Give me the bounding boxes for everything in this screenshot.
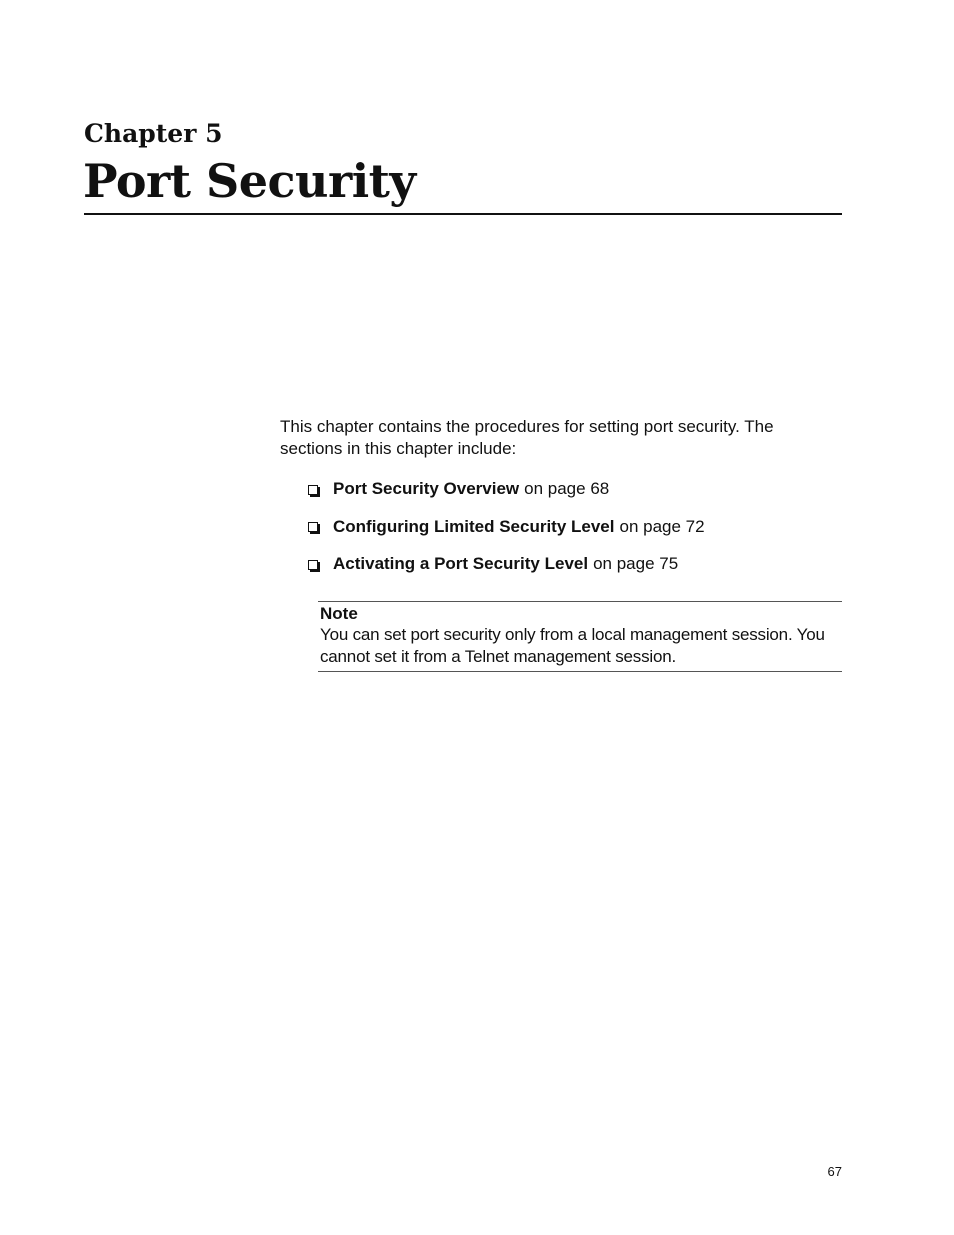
chapter-label: Chapter 5 — [84, 119, 223, 148]
section-link[interactable]: Configuring Limited Security Level — [333, 516, 615, 536]
list-item — [308, 553, 705, 575]
page-reference: on page 68 — [524, 479, 610, 498]
checkbox-bullet-icon — [308, 522, 318, 532]
page-title: Port Security — [83, 154, 416, 208]
page-reference: on page 75 — [593, 554, 679, 573]
checkbox-bullet-icon — [308, 560, 318, 570]
list-item — [308, 516, 705, 538]
note-heading: Note — [320, 604, 358, 623]
note-body: You can set port security only from a local management session. You cannot set it from a Telnet management session. — [320, 625, 825, 666]
section-link[interactable]: Activating a Port Security Level — [333, 554, 589, 573]
intro-paragraph: This chapter contains the procedures for setting port security. The sections in this chapter include: — [280, 417, 774, 458]
note-box — [318, 601, 842, 672]
page-reference: on page 72 — [619, 516, 705, 536]
title-rule — [84, 213, 842, 215]
page-number: 67 — [827, 1164, 842, 1179]
section-link[interactable]: Port Security Overview — [333, 479, 520, 498]
list-item — [308, 478, 705, 500]
checkbox-bullet-icon — [308, 485, 318, 495]
section-list — [308, 478, 705, 591]
